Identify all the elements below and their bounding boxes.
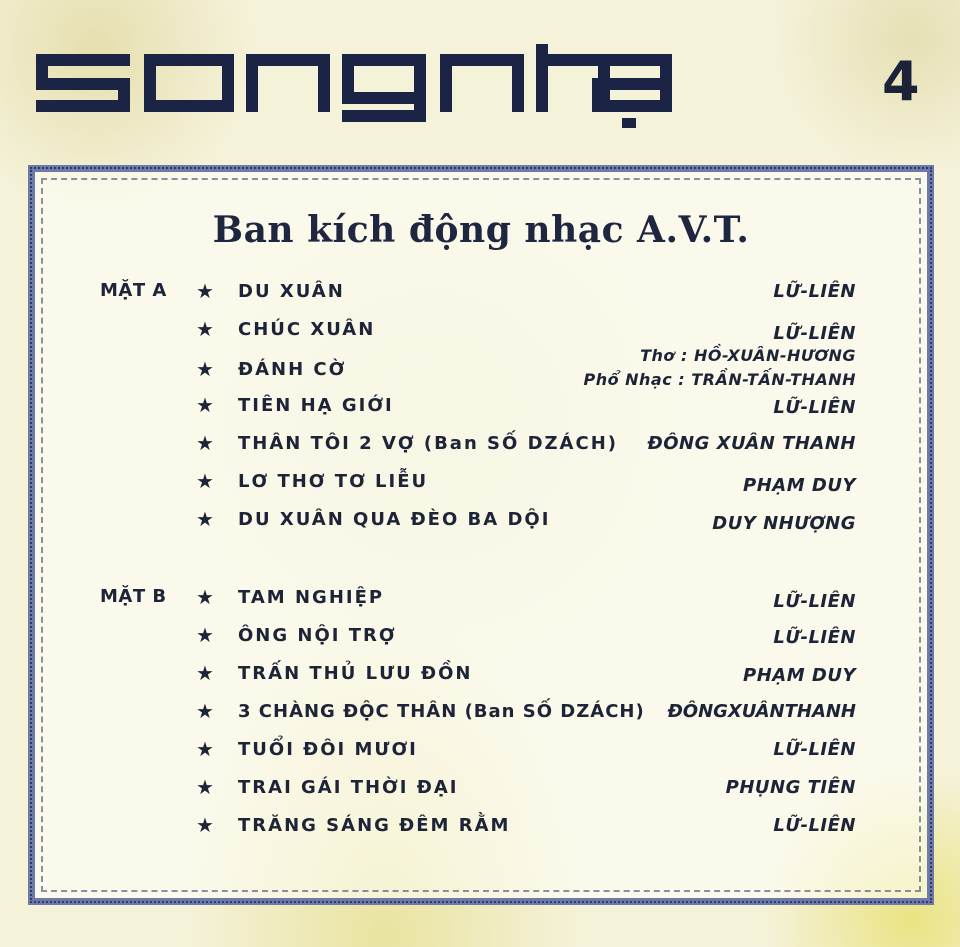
track-title: DU XUÂN QUA ĐÈO BA DỘI	[238, 509, 551, 530]
track-row	[0, 430, 960, 460]
track-author: LỮ-LIÊN	[773, 397, 856, 418]
track-title: CHÚC XUÂN	[238, 319, 376, 340]
side-b-label: MẶT B	[100, 586, 167, 607]
star-icon: ★	[196, 813, 214, 837]
track-row	[0, 774, 960, 804]
track-row	[0, 622, 960, 652]
track-poet: Thơ : HỒ-XUÂN-HƯƠNG	[640, 346, 856, 365]
track-title: 3 CHÀNG ĐỘC THÂN (Ban SỐ DZÁCH)	[238, 701, 645, 722]
star-icon: ★	[196, 317, 214, 341]
track-author: PHẠM DUY	[743, 475, 856, 496]
star-icon: ★	[196, 661, 214, 685]
issue-number: 4	[882, 50, 920, 113]
track-author: LỮ-LIÊN	[773, 281, 856, 302]
track-title: TIÊN HẠ GIỚI	[238, 395, 394, 416]
track-composer: Phổ Nhạc : TRẦN-TẤN-THANH	[583, 370, 856, 389]
side-a-label: MẶT A	[100, 280, 167, 301]
track-row	[0, 660, 960, 690]
track-author: PHẠM DUY	[743, 665, 856, 686]
star-icon: ★	[196, 507, 214, 531]
track-row	[0, 736, 960, 766]
track-title: TUỔI ĐÔI MƯƠI	[238, 739, 418, 760]
star-icon: ★	[196, 279, 214, 303]
track-title: ÔNG NỘI TRỢ	[238, 625, 397, 646]
track-title: THÂN TÔI 2 VỢ (Ban SỐ DZÁCH)	[238, 433, 618, 454]
track-author: LỮ-LIÊN	[773, 323, 856, 344]
star-icon: ★	[196, 585, 214, 609]
track-title: TRẤN THỦ LƯU ĐỒN	[238, 663, 473, 684]
track-row	[0, 584, 960, 614]
track-title: TRAI GÁI THỜI ĐẠI	[238, 777, 459, 798]
track-author: DUY NHƯỢNG	[712, 513, 856, 534]
track-row	[0, 468, 960, 498]
track-row	[0, 278, 960, 308]
track-title: DU XUÂN	[238, 281, 345, 302]
track-author: LỮ-LIÊN	[773, 627, 856, 648]
track-author: LỮ-LIÊN	[773, 591, 856, 612]
album-heading: Ban kích động nhạc A.V.T.	[212, 209, 750, 251]
track-title: TRĂNG SÁNG ĐÊM RẰM	[238, 815, 511, 836]
track-title: TAM NGHIỆP	[238, 587, 385, 608]
songnhac-logo	[30, 44, 690, 124]
track-row	[0, 698, 960, 728]
track-title: LƠ THƠ TƠ LIỄU	[238, 471, 429, 492]
track-row	[0, 316, 960, 346]
track-row	[0, 392, 960, 422]
track-author: ĐÔNGXUÂNTHANH	[667, 701, 856, 722]
star-icon: ★	[196, 623, 214, 647]
track-author: LỮ-LIÊN	[773, 739, 856, 760]
track-row	[0, 812, 960, 842]
star-icon: ★	[196, 775, 214, 799]
track-title: ĐÁNH CỜ	[238, 359, 347, 380]
track-row	[0, 506, 960, 536]
logo-letter-a	[592, 44, 712, 134]
star-icon: ★	[196, 431, 214, 455]
star-icon: ★	[196, 469, 214, 493]
track-author: ĐÔNG XUÂN THANH	[647, 433, 856, 454]
track-row	[0, 346, 960, 394]
star-icon: ★	[196, 699, 214, 723]
track-author: LỮ-LIÊN	[773, 815, 856, 836]
star-icon: ★	[196, 737, 214, 761]
track-author: PHỤNG TIÊN	[725, 777, 856, 798]
star-icon: ★	[196, 393, 214, 417]
star-icon: ★	[196, 357, 214, 381]
